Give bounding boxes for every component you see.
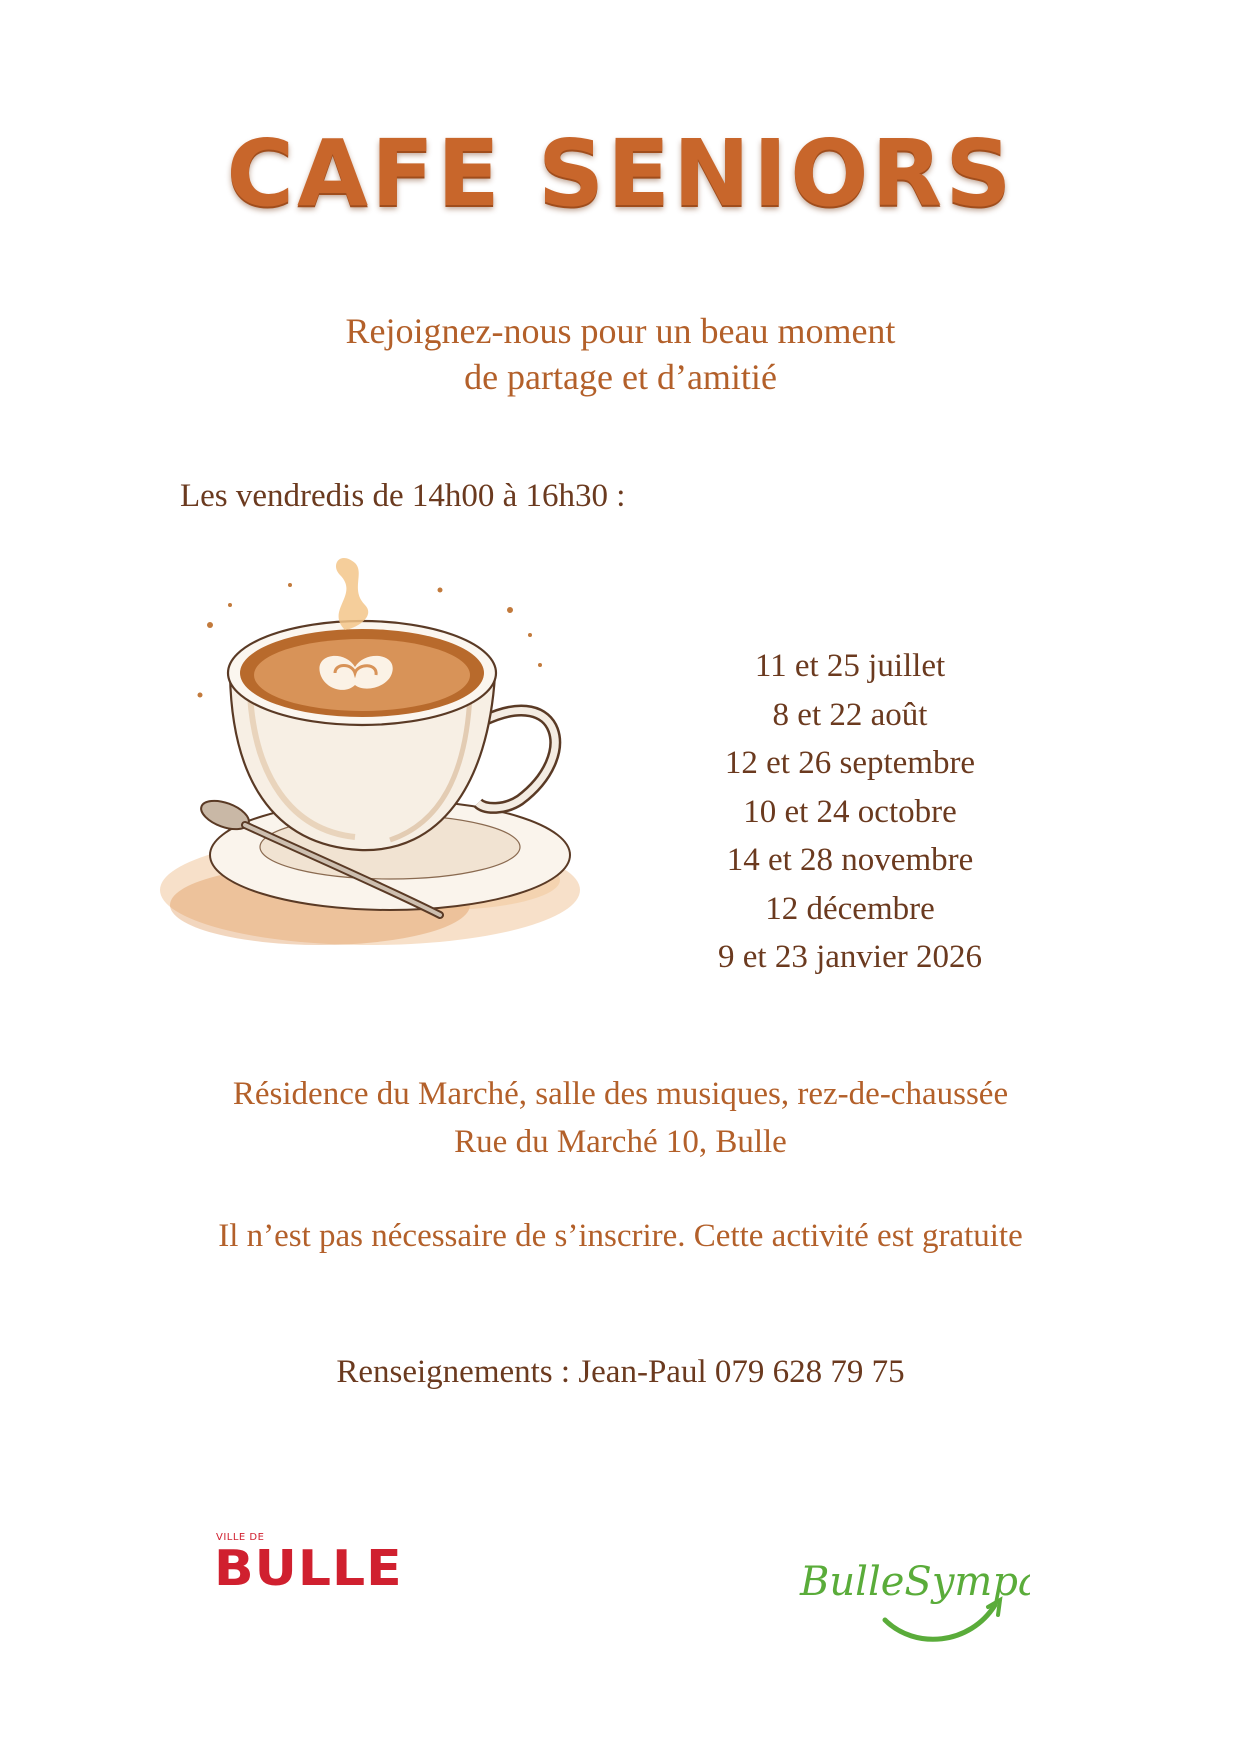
poster-title: CAFE SENIORS <box>226 120 1015 227</box>
address-line-1: Résidence du Marché, salle des musiques, rez-de-chaussée <box>232 1076 1009 1112</box>
schedule-text: Les vendredis de 14h00 à 16h30 : <box>180 478 626 514</box>
contact-info: Renseignements : Jean-Paul 079 628 79 75 <box>336 1354 905 1390</box>
date-item: 8 et 22 août <box>772 696 928 733</box>
tagline-line-2: de partage et d’amitié <box>464 357 777 397</box>
date-item: 14 et 28 novembre <box>726 842 974 878</box>
date-item: 9 et 23 janvier 2026 <box>718 939 982 975</box>
bulle-sympa-wordmark: BulleSympa <box>800 1559 1030 1605</box>
date-item: 12 et 26 septembre <box>724 745 976 781</box>
bulle-sympa-logo <box>790 1545 1030 1659</box>
bulle-wordmark: BULLE <box>214 1540 403 1598</box>
smile-icon <box>885 1605 995 1639</box>
date-list <box>680 642 1020 982</box>
tagline-line-1: Rejoignez-nous pour un beau moment <box>345 311 896 351</box>
date-item: 11 et 25 juillet <box>754 648 946 684</box>
registration-note: Il n’est pas nécessaire de s’inscrire. Cette activité est gratuite <box>218 1218 1023 1254</box>
address-line-2: Rue du Marché 10, Bulle <box>454 1124 787 1160</box>
tagline <box>0 308 1241 400</box>
address <box>0 1070 1241 1166</box>
coffee-cup-illustration <box>140 555 610 999</box>
date-item: 10 et 24 octobre <box>743 793 957 830</box>
date-item: 12 décembre <box>765 890 935 927</box>
ville-de-label: VILLE DE <box>216 1532 265 1543</box>
ville-de-bulle-logo <box>214 1532 403 1598</box>
